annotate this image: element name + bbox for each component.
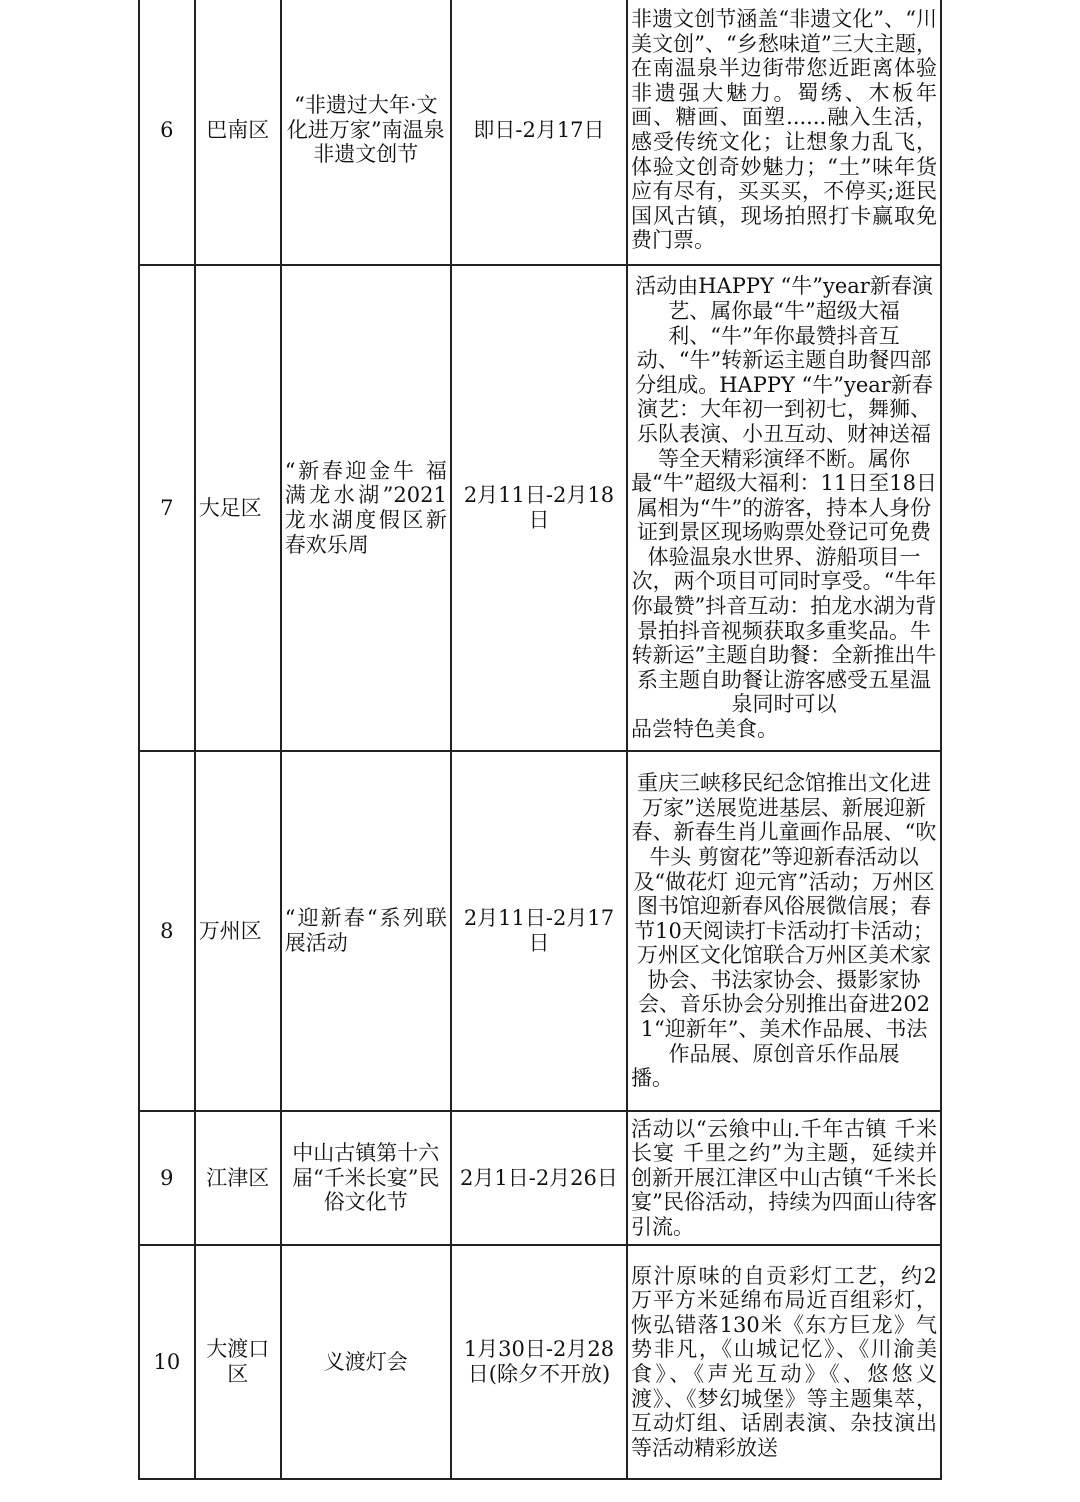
activity-time: 2月11日-2月18日 — [451, 265, 627, 751]
district: 万州区 — [195, 751, 281, 1111]
row-number: 7 — [139, 265, 195, 751]
activity-name: “新春迎金牛 福满龙水湖”2021龙水湖度假区新春欢乐周 — [281, 265, 451, 751]
activity-table — [138, 0, 942, 1480]
activity-name: “迎新春“系列联展活动 — [281, 751, 451, 1111]
table-row — [139, 751, 941, 1111]
description-tail: 播。 — [631, 1066, 674, 1091]
district: 大足区 — [195, 265, 281, 751]
activity-description: 原汁原味的自贡彩灯工艺，约2万平方米延绵布局近百组彩灯，恢弘错落130米《东方巨龙》气势非凡，《山城记忆》、《川渝美食》、《声光互动》《、悠悠义渡》、《梦幻城堡》等主题集萃，互动灯组、话剧表演、杂技演出等活动精彩放送 — [627, 1245, 941, 1479]
description-main: 重庆三峡移民纪念馆推出文化进万家”送展览进基层、新展迎新春、新春生肖儿童画作品展、“吹牛头 剪窗花”等迎新春活动以及“做花灯 迎元宵”活动；万州区图书馆迎新春风俗展微信展；春节10天阅读打卡活动打卡活动；万州区文化馆联合万州区美术家协会、书法家协会、摄影家协会、音乐协会分别推出奋进2021“迎新年”、美术作品展、书法作品展、原创音乐作品展 — [631, 771, 937, 1066]
table-row — [139, 0, 941, 265]
table-row — [139, 1111, 941, 1245]
district: 大渡口区 — [195, 1245, 281, 1479]
activity-name: “非遗过大年·文化进万家”南温泉非遗文创节 — [281, 0, 451, 265]
activity-description: 活动以“云飨中山.千年古镇 千米长宴 千里之约”为主题，延续并创新开展江津区中山古镇“千米长宴”民俗活动，持续为四面山待客引流。 — [627, 1111, 941, 1245]
row-number: 6 — [139, 0, 195, 265]
row-number: 8 — [139, 751, 195, 1111]
description-tail: 品尝特色美食。 — [631, 717, 779, 742]
activity-time: 1月30日-2月28日(除夕不开放) — [451, 1245, 627, 1479]
row-number: 9 — [139, 1111, 195, 1245]
activity-description — [627, 265, 941, 751]
row-number: 10 — [139, 1245, 195, 1479]
activity-time: 2月11日-2月17日 — [451, 751, 627, 1111]
table-row — [139, 265, 941, 751]
district: 巴南区 — [195, 0, 281, 265]
district: 江津区 — [195, 1111, 281, 1245]
table-row — [139, 1245, 941, 1479]
activity-description: 非遗文创节涵盖“非遗文化”、“川美文创”、“乡愁味道”三大主题，在南温泉半边街带您近距离体验非遗强大魅力。蜀绣、木板年画、糖画、面塑......融入生活，感受传统文化；让想象力乱飞，体验文创奇妙魅力；“土”味年货应有尽有，买买买，不停买;逛民国风古镇，现场拍照打卡赢取免费门票。 — [627, 0, 941, 265]
activity-description — [627, 751, 941, 1111]
description-main: 活动由HAPPY “牛”year新春演艺、属你最“牛”超级大福利、“牛”年你最赞抖音互动、“牛”转新运主题自助餐四部分组成。HAPPY “牛”year新春演艺：大年初一到初七，舞狮、乐队表演、小丑互动、财神送福等全天精彩演绎不断。属你最“牛”超级大福利：11日至18日属相为“牛”的游客，持本人身份证到景区现场购票处登记可免费体验温泉水世界、游船项目一次，两个项目可同时享受。“牛年你最赞”抖音互动：拍龙水湖为背景拍抖音视频获取多重奖品。牛转新运”主题自助餐：全新推出牛系主题自助餐让游客感受五星温泉同时可以 — [631, 274, 937, 717]
activity-time: 即日-2月17日 — [451, 0, 627, 265]
activity-time: 2月1日-2月26日 — [451, 1111, 627, 1245]
activity-name: 义渡灯会 — [281, 1245, 451, 1479]
activity-name: 中山古镇第十六届“千米长宴”民俗文化节 — [281, 1111, 451, 1245]
